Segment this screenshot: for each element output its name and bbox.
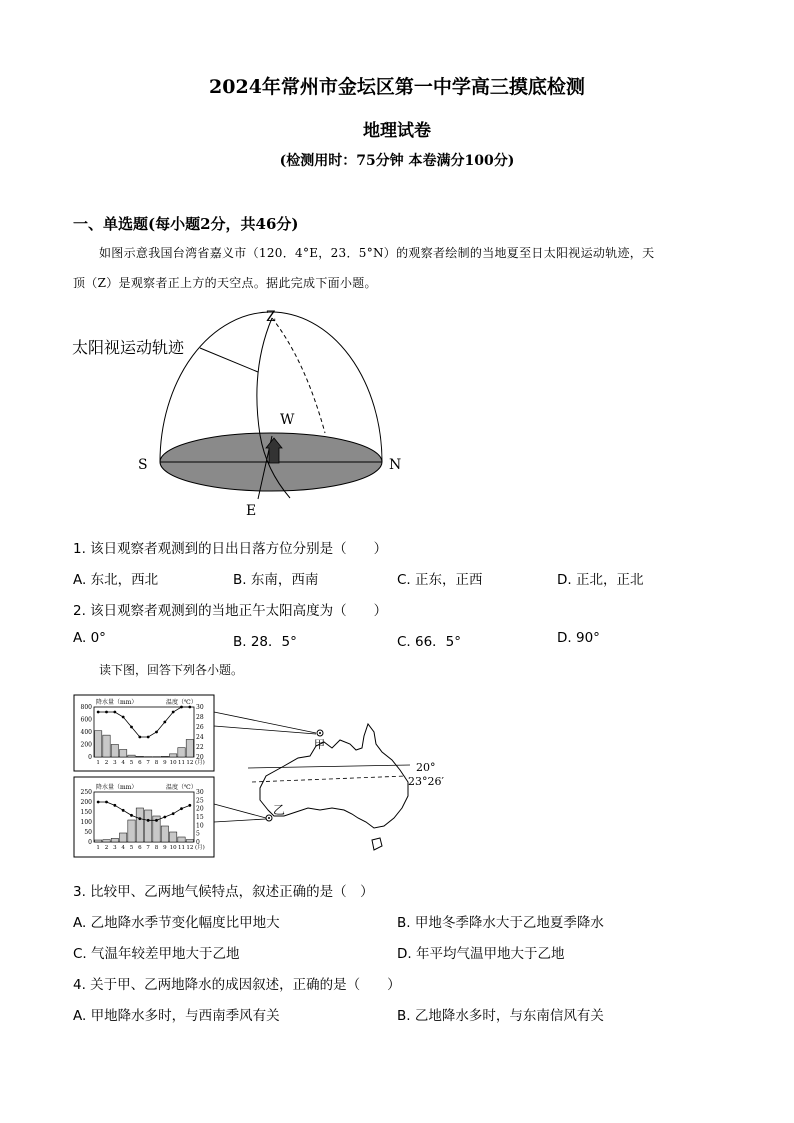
precip-tick: 50 (84, 829, 92, 836)
label-yi: 乙 (273, 803, 286, 817)
latitude-20-line (248, 765, 410, 768)
precip-bar (178, 748, 185, 757)
precip-tick: 400 (80, 729, 92, 736)
question-1: 1. 该日观察者观测到的日出日落方位分别是（ ） (73, 541, 388, 557)
month-tick: 3 (113, 845, 117, 851)
q1-option-b[interactable]: B. 东南，西南 (233, 572, 319, 588)
q2-option-b[interactable]: B. 28．5° (233, 634, 297, 650)
plot-area (94, 792, 194, 842)
month-tick: 4 (121, 845, 125, 851)
precip-bar (120, 833, 127, 842)
q2-option-d[interactable]: D. 90° (557, 630, 600, 646)
temp-tick: 20 (196, 754, 204, 761)
tasmania (372, 838, 382, 850)
temp-tick: 25 (196, 797, 204, 805)
month-tick: 9 (163, 845, 167, 851)
q3-option-a[interactable]: A. 乙地降水季节变化幅度比甲地大 (73, 915, 280, 931)
precip-bar (111, 838, 118, 842)
label-z: Z (266, 309, 276, 325)
intro-line-2: 顶（Z）是观察者正上方的天空点。据此完成下面小题。 (73, 276, 377, 290)
precip-bar (128, 755, 135, 757)
month-tick: 12 (186, 760, 194, 766)
climate-figure (70, 692, 490, 862)
question-3: 3. 比较甲、乙两地气候特点，叙述正确的是（ ） (73, 884, 374, 900)
precip-bar (145, 810, 152, 842)
temp-tick: 30 (196, 789, 204, 796)
precip-bar (161, 826, 168, 842)
q2-option-c[interactable]: C. 66．5° (397, 634, 462, 650)
precip-tick: 100 (80, 819, 92, 826)
label-e: E (246, 503, 257, 519)
month-tick: 11 (178, 845, 185, 851)
month-tick: 5 (129, 760, 134, 766)
precip-tick: 0 (88, 839, 92, 846)
month-tick: 3 (113, 760, 117, 766)
q1-option-d[interactable]: D. 正北，正北 (557, 572, 644, 588)
temp-tick: 15 (196, 814, 204, 821)
month-tick: 2 (104, 760, 109, 766)
tropic-line (252, 776, 406, 782)
label-w: W (280, 412, 295, 428)
month-tick: 2 (104, 845, 109, 851)
track-label: 太阳视运动轨迹 (72, 338, 185, 357)
intro-paragraph (73, 238, 723, 298)
temp-tick: 10 (196, 822, 204, 830)
month-tick: 8 (154, 760, 159, 766)
label-s: S (138, 457, 148, 473)
precip-bar (111, 745, 118, 758)
exam-title: 2024年常州市金坛区第一中学高三摸底检测 (209, 76, 585, 98)
temp-axis-title: 温度（℃） (166, 699, 197, 706)
precip-bar (120, 750, 127, 758)
intro-line-1: 如图示意我国台湾省嘉义市（120．4°E，23．5°N）的观察者绘制的当地夏至日太阳视运动轨迹，天 (99, 246, 655, 260)
section-heading: 一、单选题(每小题2分，共46分) (73, 215, 299, 233)
precip-axis-title: 降水量（mm） (96, 784, 138, 791)
temp-tick: 24 (196, 734, 204, 741)
precip-bar (103, 840, 110, 842)
q1-option-c[interactable]: C. 正东，正西 (397, 572, 483, 588)
q4-option-a[interactable]: A. 甲地降水多时，与西南季风有关 (73, 1008, 280, 1024)
month-unit: (月) (195, 845, 205, 851)
climate-chart-yi (81, 783, 205, 851)
precip-bar (170, 832, 177, 842)
sun-path-diagram (60, 300, 420, 525)
temp-tick: 20 (196, 805, 204, 813)
month-unit: (月) (195, 760, 205, 766)
label-n: N (389, 457, 402, 473)
precip-bar (186, 740, 193, 758)
label-lat23: 23°26′ (408, 775, 444, 788)
month-tick: 7 (146, 760, 150, 766)
intro-2: 读下图，回答下列各小题。 (99, 663, 244, 677)
precip-bar (103, 735, 110, 757)
month-tick: 10 (169, 760, 177, 766)
label-jia: 甲 (314, 738, 325, 751)
month-tick: 5 (129, 845, 134, 851)
temp-tick: 28 (196, 714, 204, 721)
precip-tick: 150 (80, 809, 92, 816)
precip-tick: 200 (80, 741, 92, 749)
precip-bar (178, 837, 185, 842)
climate-chart-jia (81, 698, 205, 766)
temp-tick: 22 (196, 744, 204, 751)
temp-line (98, 707, 190, 737)
precip-tick: 600 (80, 716, 92, 724)
precip-bar (95, 840, 102, 842)
precip-bar (161, 756, 168, 757)
month-tick: 6 (138, 760, 142, 766)
exam-subject: 地理试卷 (363, 121, 431, 141)
month-tick: 9 (163, 760, 167, 766)
q3-option-c[interactable]: C. 气温年较差甲地大于乙地 (73, 946, 240, 962)
month-tick: 4 (121, 760, 125, 766)
q3-option-d[interactable]: D. 年平均气温甲地大于乙地 (397, 946, 565, 962)
month-tick: 11 (178, 760, 185, 766)
precip-tick: 250 (80, 789, 92, 796)
temp-tick: 5 (196, 830, 200, 838)
temp-tick: 0 (196, 839, 200, 846)
precip-tick: 800 (80, 704, 92, 711)
precip-bar (170, 754, 177, 757)
q3-option-b[interactable]: B. 甲地冬季降水大于乙地夏季降水 (397, 915, 604, 931)
precip-bar (128, 820, 135, 842)
q2-option-a[interactable]: A. 0° (73, 630, 106, 646)
exam-info: (检测用时：75分钟 本卷满分100分) (279, 153, 515, 169)
month-tick: 10 (169, 845, 177, 851)
question-4: 4. 关于甲、乙两地降水的成因叙述，正确的是（ ） (73, 977, 401, 993)
month-tick: 7 (146, 845, 150, 851)
precip-tick: 0 (88, 754, 92, 761)
temp-line (98, 802, 190, 820)
temp-tick: 30 (196, 704, 204, 711)
temp-axis-title: 温度（℃） (166, 784, 197, 791)
q1-option-a[interactable]: A. 东北，西北 (73, 572, 159, 588)
month-tick: 1 (96, 845, 100, 851)
label-lat20: 20° (416, 761, 436, 774)
precip-bar (136, 756, 143, 757)
precip-axis-title: 降水量（mm） (96, 699, 138, 706)
month-tick: 6 (138, 845, 142, 851)
precip-bar (95, 731, 102, 757)
precip-tick: 200 (80, 799, 92, 806)
precip-bar (186, 840, 193, 842)
month-tick: 12 (186, 845, 194, 851)
question-2: 2. 该日观察者观测到的当地正午太阳高度为（ ） (73, 603, 388, 619)
month-tick: 8 (154, 845, 159, 851)
q4-option-b[interactable]: B. 乙地降水多时，与东南信风有关 (397, 1008, 604, 1024)
temp-tick: 26 (196, 724, 204, 731)
precip-bar (136, 808, 143, 842)
month-tick: 1 (96, 760, 100, 766)
